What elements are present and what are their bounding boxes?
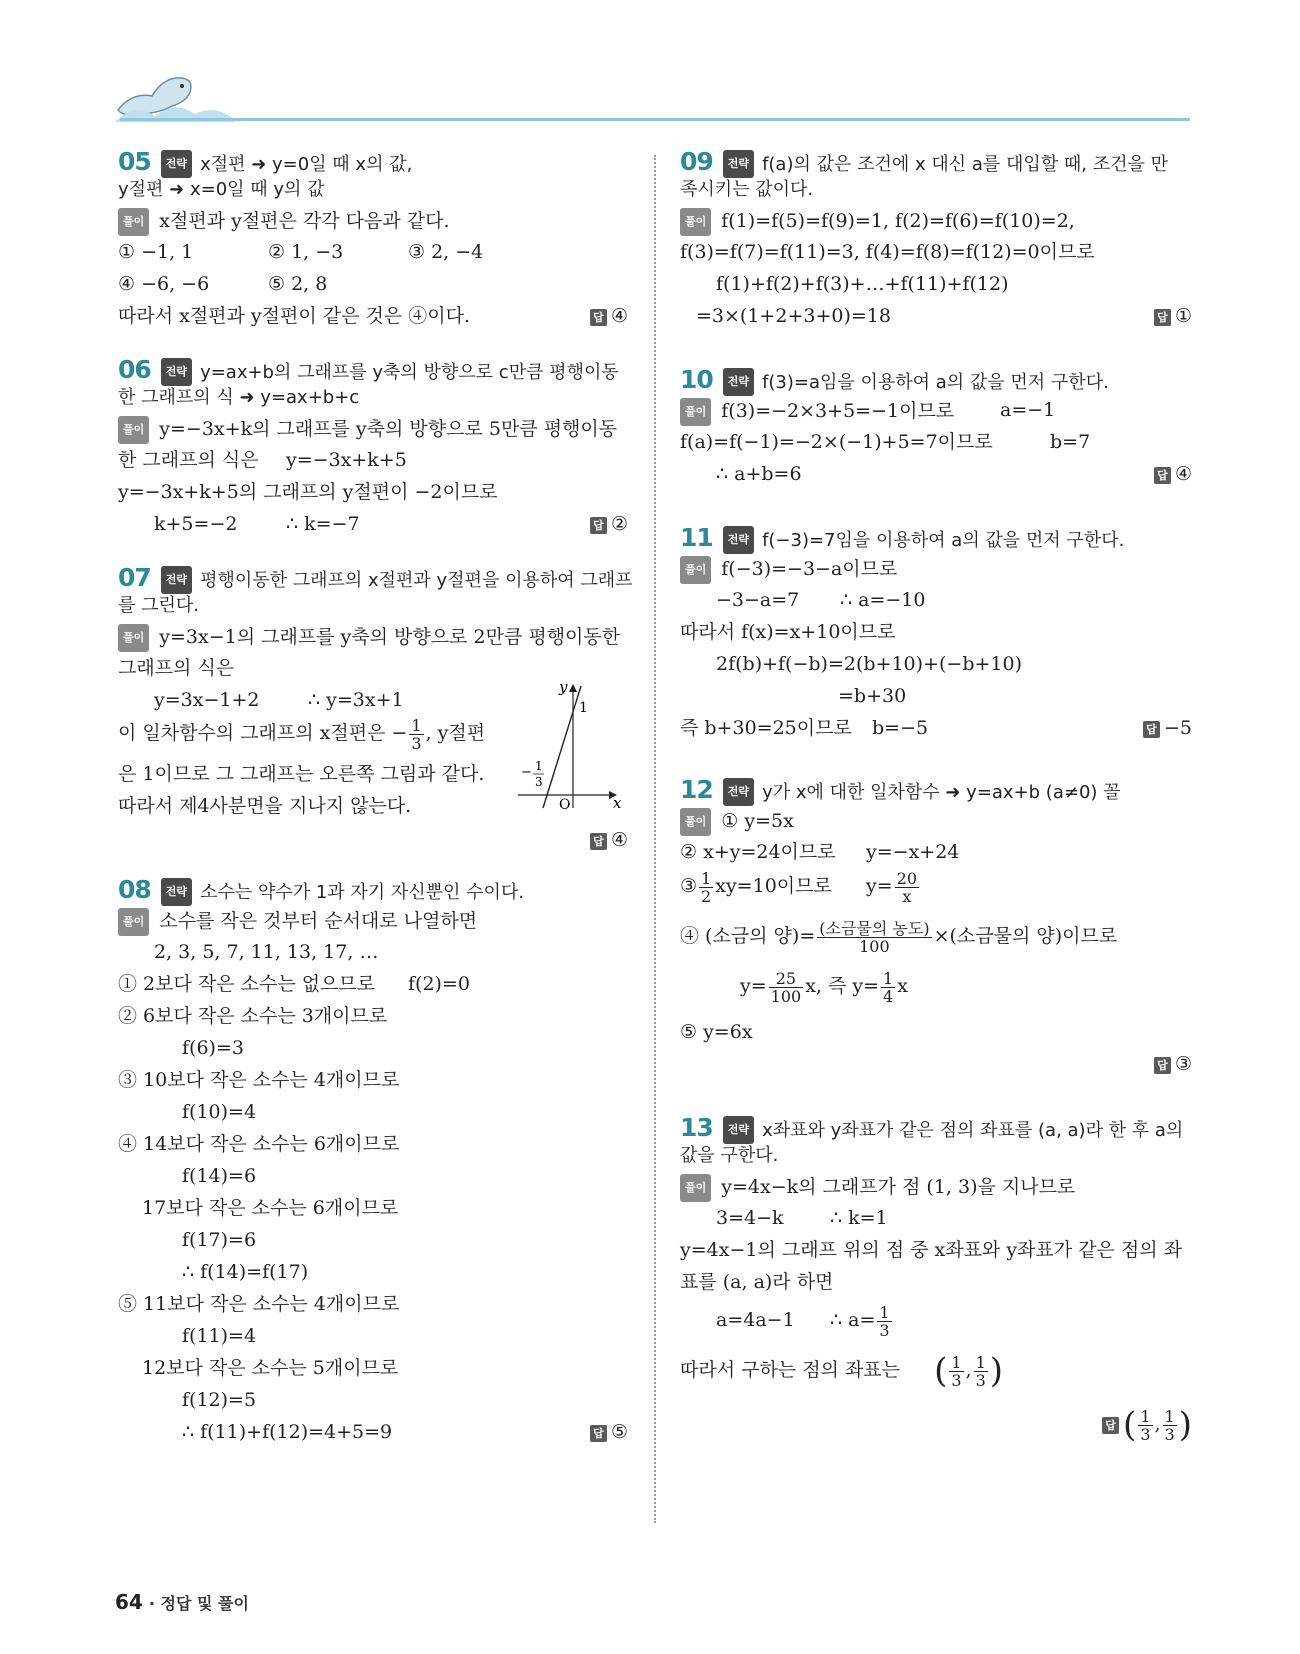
answer-tag: 답	[590, 833, 607, 850]
solution-line: 따라서 x절편과 y절편이 같은 것은 ④이다.	[118, 305, 470, 327]
solution-line: ∴ y=3x+1	[308, 689, 404, 711]
solution-line: f(a)=f(−1)=−2×(−1)+5=7이므로	[680, 431, 993, 453]
solution-line: 따라서 제4사분면을 지나지 않는다.	[118, 795, 412, 817]
strategy-tag: 전략	[161, 150, 192, 178]
fraction: $\frac{20}{x}$	[896, 868, 918, 906]
solution-line: 표를 (a, a)라 하면	[680, 1271, 834, 1293]
solution-line: f(17)=6	[182, 1229, 257, 1251]
answer-tag: 답	[1143, 721, 1160, 738]
solution-line: x	[897, 975, 908, 997]
solution-line: ⑤ 11보다 작은 소수는 4개이므로	[118, 1293, 400, 1315]
solution-tag: 풀이	[680, 1174, 711, 1202]
solution-line: ∴ a+b=6	[716, 463, 802, 485]
strategy-tag: 전략	[723, 778, 754, 806]
solution-line: f(1)+f(2)+f(3)+…+f(11)+f(12)	[716, 273, 1009, 295]
answer-value: ④	[1174, 463, 1192, 485]
solution-tag: 풀이	[118, 908, 149, 936]
problem-number: 11	[680, 523, 713, 552]
fraction: $\frac{1}{3}$	[879, 1302, 890, 1340]
solution-line: xy=10이므로	[715, 875, 832, 897]
solution-line: ④ −6, −6	[118, 273, 210, 295]
solution-line: y=−3x+k의 그래프를 y축의 방향으로 5만큼 평행이동	[159, 418, 618, 440]
answer-value: ②	[610, 513, 628, 535]
solution-line: ① y=5x	[721, 810, 794, 832]
fraction: $\frac{1}{3}$	[411, 715, 422, 753]
answer-tag: 답	[590, 1425, 607, 1442]
problem-number: 05	[118, 147, 151, 176]
strategy-text: y가 x에 대한 일차함수 ➜ y=ax+b (a≠0) 꼴	[762, 782, 1121, 803]
solution-line: f(12)=5	[182, 1389, 257, 1411]
page-footer	[115, 1590, 249, 1614]
strategy-text: 를 그린다.	[118, 595, 199, 616]
strategy-text: x좌표와 y좌표가 같은 점의 좌표를 (a, a)라 한 후 a의	[762, 1120, 1184, 1141]
strategy-tag: 전략	[723, 150, 754, 178]
strategy-tag: 전략	[161, 878, 192, 906]
answer-tag: 답	[590, 309, 607, 326]
solution-line: x절편과 y절편은 각각 다음과 같다.	[159, 210, 450, 232]
answer-value: ①	[1174, 305, 1192, 327]
solution-line: , y절편	[425, 722, 486, 744]
strategy-text: f(a)의 값은 조건에 x 대신 a를 대입할 때, 조건을 만	[762, 154, 1168, 175]
solution-line: 3=4−k	[716, 1207, 784, 1229]
solution-line: =3×(1+2+3+0)=18	[696, 305, 891, 327]
footer-label: · 정답 및 풀이	[148, 1594, 249, 1613]
fraction: $\frac{\text{(소금물의 농도)}}{100}$	[819, 918, 930, 956]
solution-line: ① 2보다 작은 소수는 없으므로	[118, 973, 376, 995]
solution-line: ② 6보다 작은 소수는 3개이므로	[118, 1005, 388, 1027]
problem-number: 09	[680, 147, 713, 176]
strategy-text: f(−3)=7임을 이용하여 a의 값을 먼저 구한다.	[762, 530, 1125, 551]
solution-line: ④ (소금의 양)=	[680, 925, 816, 947]
x-intercept-numerator: 1	[535, 759, 543, 773]
solution-line: y=−3x+k+5의 그래프의 y절편이 −2이므로	[118, 481, 498, 503]
solution-line: 따라서 구하는 점의 좌표는	[680, 1359, 901, 1381]
strategy-tag: 전략	[161, 566, 192, 594]
solution-line: 2, 3, 5, 7, 11, 13, 17, …	[154, 941, 379, 963]
solution-line: f(3)=f(7)=f(11)=3, f(4)=f(8)=f(12)=0이므로	[680, 241, 1095, 263]
solution-line: 은 1이므로 그 그래프는 오른쪽 그림과 같다.	[118, 763, 485, 785]
answer-tag: 답	[1102, 1417, 1119, 1434]
solution-line: f(14)=6	[182, 1165, 257, 1187]
answer-value: ④	[610, 305, 628, 327]
solution-line: y=3x−1+2	[154, 689, 260, 711]
linear-graph	[513, 680, 623, 810]
solution-tag: 풀이	[118, 416, 149, 444]
answer-tag: 답	[1154, 1057, 1171, 1074]
solution-line: ∴ k=1	[830, 1207, 888, 1229]
solution-line: ④ 14보다 작은 소수는 6개이므로	[118, 1133, 400, 1155]
solution-line: x, 즉 y=	[805, 975, 880, 997]
solution-tag: 풀이	[118, 624, 149, 652]
solution-line: f(2)=0	[408, 973, 470, 995]
solution-tag: 풀이	[680, 398, 711, 426]
fraction: $\frac{25}{100}$	[770, 968, 802, 1006]
solution-line: 따라서 f(x)=x+10이므로	[680, 621, 896, 643]
strategy-text: f(3)=a임을 이용하여 a의 값을 먼저 구한다.	[762, 372, 1109, 393]
page-number: 64	[115, 1590, 143, 1614]
solution-line: 소수를 작은 것부터 순서대로 나열하면	[159, 910, 478, 932]
problem-number: 08	[118, 875, 151, 904]
answer-tag: 답	[590, 517, 607, 534]
strategy-text: 소수는 약수가 1과 자기 자신뿐인 수이다.	[200, 882, 525, 903]
solution-line: −3−a=7	[716, 589, 800, 611]
x-label: x	[613, 794, 622, 810]
strategy-tag: 전략	[723, 1116, 754, 1144]
solution-line: f(1)=f(5)=f(9)=1, f(2)=f(6)=f(10)=2,	[721, 210, 1075, 232]
answer-value: ③	[1174, 1053, 1192, 1075]
solution-line: y=−x+24	[866, 841, 960, 863]
answer-value: ④	[610, 829, 628, 851]
solution-line: ∴ k=−7	[286, 513, 360, 535]
solution-line: ⑤ 2, 8	[268, 273, 328, 295]
answer-tag: 답	[1154, 467, 1171, 484]
solution-line: f(11)=4	[182, 1325, 257, 1347]
solution-line: 17보다 작은 소수는 6개이므로	[142, 1197, 399, 1219]
solution-line: ② 1, −3	[268, 241, 344, 263]
solution-line: a=−1	[1000, 399, 1056, 421]
fraction: $\frac{1}{4}$	[883, 968, 894, 1006]
solution-line: 12보다 작은 소수는 5개이므로	[142, 1357, 399, 1379]
strategy-tag: 전략	[161, 358, 192, 386]
fraction: $\frac{1}{3}$	[951, 1352, 962, 1390]
header-line	[120, 118, 1190, 121]
y-intercept-label: 1	[579, 700, 588, 716]
strategy-tag: 전략	[723, 368, 754, 396]
solution-line: 2f(b)+f(−b)=2(b+10)+(−b+10)	[716, 653, 1022, 675]
solution-line: 즉 b+30=25이므로	[680, 717, 852, 739]
x-intercept-sign: −	[521, 765, 532, 780]
y-axis-arrow	[569, 684, 577, 692]
strategy-text: 한 그래프의 식 ➜ y=ax+b+c	[118, 387, 360, 408]
solution-line: 그래프의 식은	[118, 657, 235, 679]
problem-number: 12	[680, 775, 713, 804]
solution-tag: 풀이	[118, 208, 149, 236]
solution-line: y=3x−1의 그래프를 y축의 방향으로 2만큼 평행이동한	[159, 626, 621, 648]
solution-line: ⑤ y=6x	[680, 1021, 753, 1043]
y-label: y	[559, 680, 568, 696]
strategy-text: x절편 ➜ y=0일 때 x의 값,	[200, 154, 413, 175]
solution-line: ② x+y=24이므로	[680, 841, 836, 863]
solution-tag: 풀이	[680, 808, 711, 836]
strategy-tag: 전략	[723, 526, 754, 554]
answer-tag: 답	[1154, 309, 1171, 326]
problem-number: 10	[680, 365, 713, 394]
strategy-text: 족시키는 값이다.	[680, 179, 814, 200]
fraction: $\frac{1}{2}$	[701, 868, 712, 906]
solution-line: y=4x−1의 그래프 위의 점 중 x좌표와 y좌표가 같은 점의 좌	[680, 1239, 1182, 1261]
solution-line: f(−3)=−3−a이므로	[721, 558, 898, 580]
answer-value: −5	[1163, 717, 1192, 739]
graph-line	[543, 686, 581, 808]
solution-line: =b+30	[838, 685, 907, 707]
solution-line: f(6)=3	[182, 1037, 244, 1059]
solution-line: f(10)=4	[182, 1101, 257, 1123]
solution-line: ① −1, 1	[118, 241, 194, 263]
solution-line: ③	[680, 875, 698, 897]
solution-line: ×(소금물의 양)이므로	[933, 925, 1118, 947]
solution-line: 한 그래프의 식은	[118, 449, 259, 471]
solution-line: ∴ f(11)+f(12)=4+5=9	[182, 1421, 393, 1443]
solution-line: ∴ a=−10	[840, 589, 926, 611]
strategy-text: 평행이동한 그래프의 x절편과 y절편을 이용하여 그래프	[200, 570, 633, 591]
x-intercept-denominator: 3	[535, 775, 543, 789]
solution-line: ∴ f(14)=f(17)	[182, 1261, 309, 1283]
solution-line: ③ 10보다 작은 소수는 4개이므로	[118, 1069, 400, 1091]
problem-number: 06	[118, 355, 151, 384]
strategy-text: 값을 구한다.	[680, 1145, 779, 1166]
strategy-text: y절편 ➜ x=0일 때 y의 값	[118, 179, 325, 200]
solution-line: y=	[866, 875, 893, 897]
solution-line: b=−5	[872, 717, 929, 739]
problem-number: 07	[118, 563, 151, 592]
solution-line: ③ 2, −4	[408, 241, 484, 263]
problem-number: 13	[680, 1113, 713, 1142]
solution-line: f(3)=−2×3+5=−1이므로	[721, 400, 955, 422]
answer-value: ( $\frac{1}{3}$ , $\frac{1}{3}$ )	[1123, 1405, 1192, 1445]
solution-line: a=4a−1	[716, 1309, 795, 1331]
solution-line: 이 일차함수의 그래프의 x절편은 −	[118, 722, 408, 744]
fraction: $\frac{1}{3}$	[975, 1352, 986, 1390]
solution-line: y=−3x+k+5	[286, 449, 407, 471]
origin-label: O	[559, 797, 571, 810]
solution-tag: 풀이	[680, 556, 711, 584]
solution-tag: 풀이	[680, 208, 711, 236]
column-divider	[654, 155, 656, 1523]
solution-line: ∴ a=	[830, 1309, 876, 1331]
solution-line: b=7	[1050, 431, 1091, 453]
answer-value: ⑤	[610, 1421, 628, 1443]
strategy-text: y=ax+b의 그래프를 y축의 방향으로 c만큼 평행이동	[200, 362, 619, 383]
page: 05 전략 x절편 ➜ y=0일 때 x의 값, y절편 ➜ x=0일 때 y의 값 풀이 x절편과 y절편은 각각 다음과 같다. ① −1, 1 ② 1, −3 ③ 2, −4 ④ −6, −6 ⑤ 2, 8 따라서 x절편과 y절편이 같은 것은 ④이다. 답 ④ 06 전략 y=ax+b의 그래프를 y축의 방향으로 c만큼 평행이동 한 그래프의 식 ➜ y=ax+b+c 풀이 y=−3x+k의 그래프를 y축의 방향으로 5만큼 평행이동 한 그래프의 식은 y=−3x+k+5 y=−3x+k+5의 그래프의 y절편이 −2이므로 k+5=−2 ∴ k=−7 답 ② 07 전략 평행이동한 그래프의 x절편과 y절편을 이용하여 그래프 를 그린다. 풀이 y=3x−1의 그래프를 y축의 방향으로 2만큼 평행이동한 그래프의 식은 y=3x−1+2 ∴ y=3x+1 이 일차함수의 그래프의 x절편은 − $\frac{1}{3}$ , y절편 은 1이므로 그 그래프는 오른쪽 그림과 같다. 따라서 제4사분면을 지나지 않는다. 답 ④ x y O 1 − 1 3 08 전략 소수는 약수가 1과 자기 자신뿐인 수이다. 풀이 소수를 작은 것부터 순서대로 나열하면 2, 3, 5, 7, 11, 13, 17, … ① 2보다 작은 소수는 없으므로 f(2)=0 ② 6보다 작은 소수는 3개이므로 f(6)=3 ③ 10보다 작은 소수는 4개이므로 f(10)=4 ④ 14보다 작은 소수는 6개이므로 f(14)=6 17보다 작은 소수는 6개이므로 f(17)=6 ∴ f(14)=f(17) ⑤ 11보다 작은 소수는 4개이므로 f(11)=4 12보다 작은 소수는 5개이므로 f(12)=5 ∴ f(11)+f(12)=4+5=9 답 ⑤ 09 전략 f(a)의 값은 조건에 x 대신 a를 대입할 때, 조건을 만 족시키는 값이다. 풀이 f(1)=f(5)=f(9)=1, f(2)=f(6)=f(10)=2, f(3)=f(7)=f(11)=3, f(4)=f(8)=f(12)=0이므로 f(1)+f(2)+f(3)+…+f(11)+f(12) =3×(1+2+3+0)=18 답 ① 10 전략 f(3)=a임을 이용하여 a의 값을 먼저 구한다. 풀이 f(3)=−2×3+5=−1이므로 a=−1 f(a)=f(−1)=−2×(−1)+5=7이므로 b=7 ∴ a+b=6 답 ④ 11 전략 f(−3)=7임을 이용하여 a의 값을 먼저 구한다. 풀이 f(−3)=−3−a이므로 −3−a=7 ∴ a=−10 따라서 f(x)=x+10이므로 2f(b)+f(−b)=2(b+10)+(−b+10) =b+30 즉 b+30=25이므로 b=−5 답 −5 12 전략 y가 x에 대한 일차함수 ➜ y=ax+b (a≠0) 꼴 풀이 ① y=5x ② x+y=24이므로 y=−x+24 ③ $\frac{1}{2}$ xy=10이므로 y= $\frac{20}{x}$ ④ (소금의 양)= $\frac{\text{(소금물의 농도)}}{100}$ ×(소금물의 양)이므로 y= $\frac{25}{100}$ x, 즉 y= $\frac{1}{4}$ x ⑤ y=6x 답 ③ 13 전략 x좌표와 y좌표가 같은 점의 좌표를 (a, a)라 한 후 a의 값을 구한다. 풀이 y=4x−k의 그래프가 점 (1, 3)을 지나므로 3=4−k ∴ k=1 y=4x−1의 그래프 위의 점 중 x좌표와 y좌표가 같은 점의 좌 표를 (a, a)라 하면 a=4a−1 ∴ a= $\frac{1}{3}$ 따라서 구하는 점의 좌표는 ( $\frac{1}{3}$ , $\frac{1}{3}$ ) 답 ( $\frac{1}{3}$ , $\frac{1}{3}$ ) 64 · 정답 및 풀이	[0, 0, 1300, 1654]
solution-line: y=4x−k의 그래프가 점 (1, 3)을 지나므로	[721, 1176, 1076, 1198]
solution-line: y=	[740, 975, 767, 997]
solution-line: k+5=−2	[154, 513, 238, 535]
